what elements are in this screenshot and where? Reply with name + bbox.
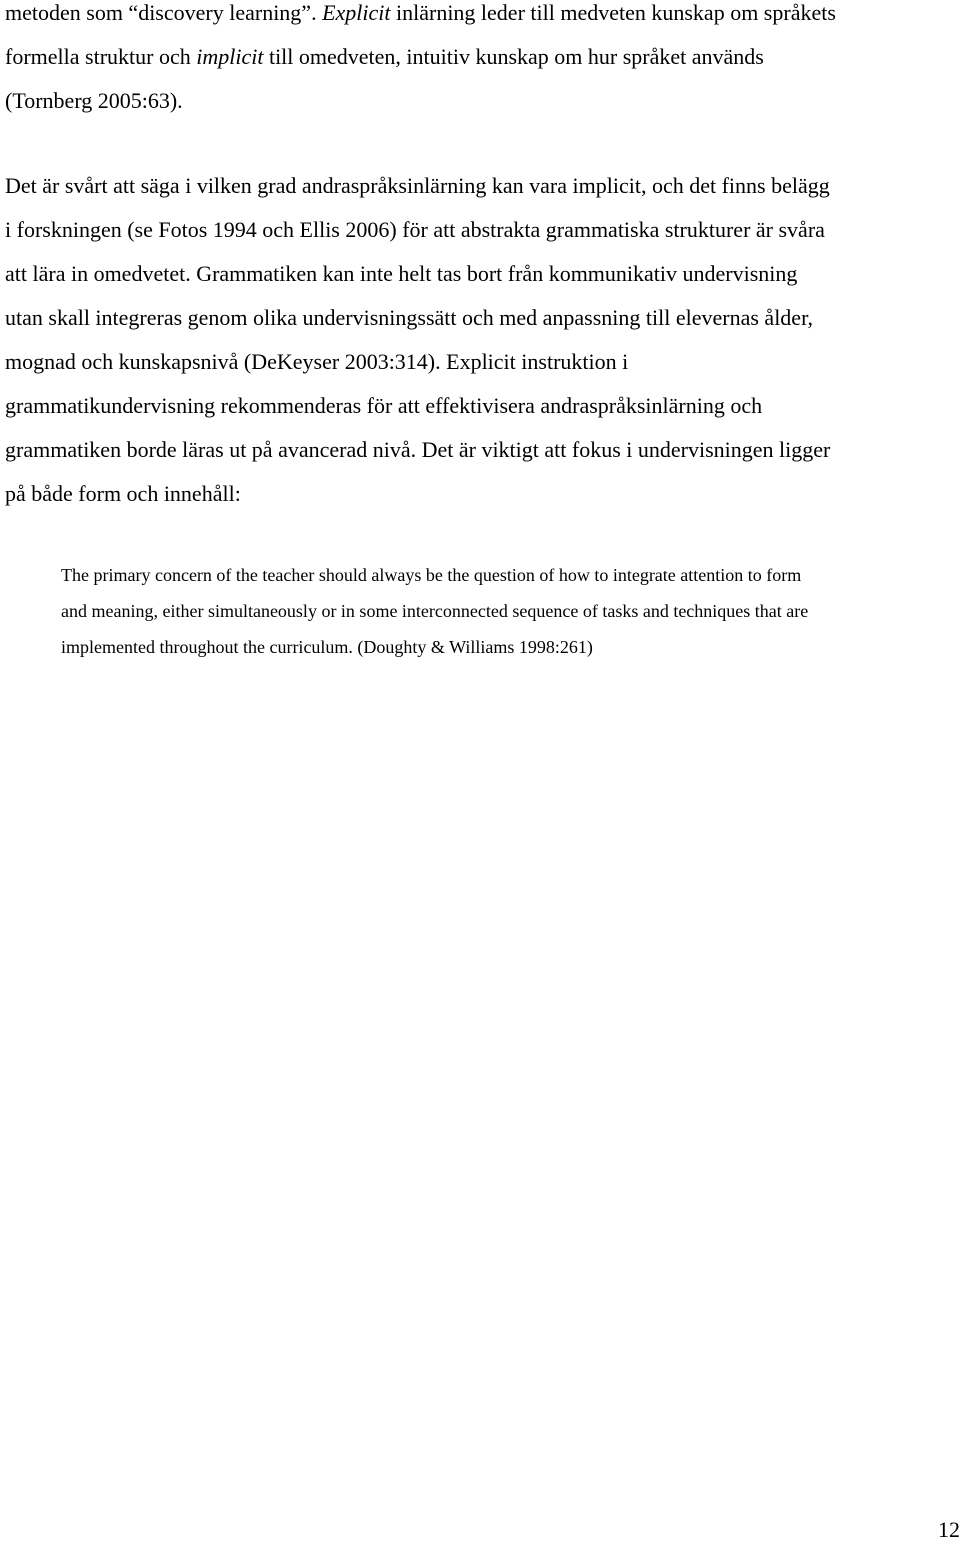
paragraph-line: på både form och innehåll: xyxy=(5,481,241,506)
paragraph-line: (Tornberg 2005:63). xyxy=(5,88,183,113)
paragraph-line: Det är svårt att säga i vilken grad andraspråksinlärning kan vara implicit, och det finns belägg xyxy=(5,173,830,198)
text-run: metoden som “discovery learning”. xyxy=(5,0,323,25)
text-run: till omedveten, intuitiv kunskap om hur språket används xyxy=(263,44,764,69)
paragraph-discovery-learning xyxy=(5,0,955,123)
paragraph-line: utan skall integreras genom olika undervisningssätt och med anpassning till elevernas ålder, xyxy=(5,305,814,330)
italic-term-implicit: implicit xyxy=(196,44,264,69)
paragraph-line: i forskningen (se Fotos 1994 och Ellis 2006) för att abstrakta grammatiska strukturer är svåra xyxy=(5,217,825,242)
paragraph-line: mognad och kunskapsnivå (DeKeyser 2003:314). Explicit instruktion i xyxy=(5,349,629,374)
text-run: formella struktur och xyxy=(5,44,197,69)
quote-line: and meaning, either simultaneously or in some interconnected sequence of tasks and techniques that are xyxy=(61,601,809,621)
quote-line: The primary concern of the teacher should always be the question of how to integrate attention to form xyxy=(61,565,802,585)
paragraph-line: grammatiken borde läras ut på avancerad nivå. Det är viktigt att fokus i undervisningen ligger xyxy=(5,437,831,462)
paragraph-line: att lära in omedvetet. Grammatiken kan inte helt tas bort från kommunikativ undervisning xyxy=(5,261,798,286)
text-run: inlärning leder till medveten kunskap om språkets xyxy=(390,0,836,25)
paragraph-implicit-learning xyxy=(5,164,955,516)
paragraph-line: grammatikundervisning rekommenderas för att effektivisera andraspråksinlärning och xyxy=(5,393,763,418)
paragraph-line xyxy=(5,35,955,79)
italic-term-explicit: Explicit xyxy=(322,0,391,25)
page-number: 12 xyxy=(938,1517,960,1542)
quote-line: implemented throughout the curriculum. (Doughty & Williams 1998:261) xyxy=(61,637,593,657)
block-quote-doughty-williams xyxy=(61,557,951,665)
paragraph-line xyxy=(5,0,955,35)
